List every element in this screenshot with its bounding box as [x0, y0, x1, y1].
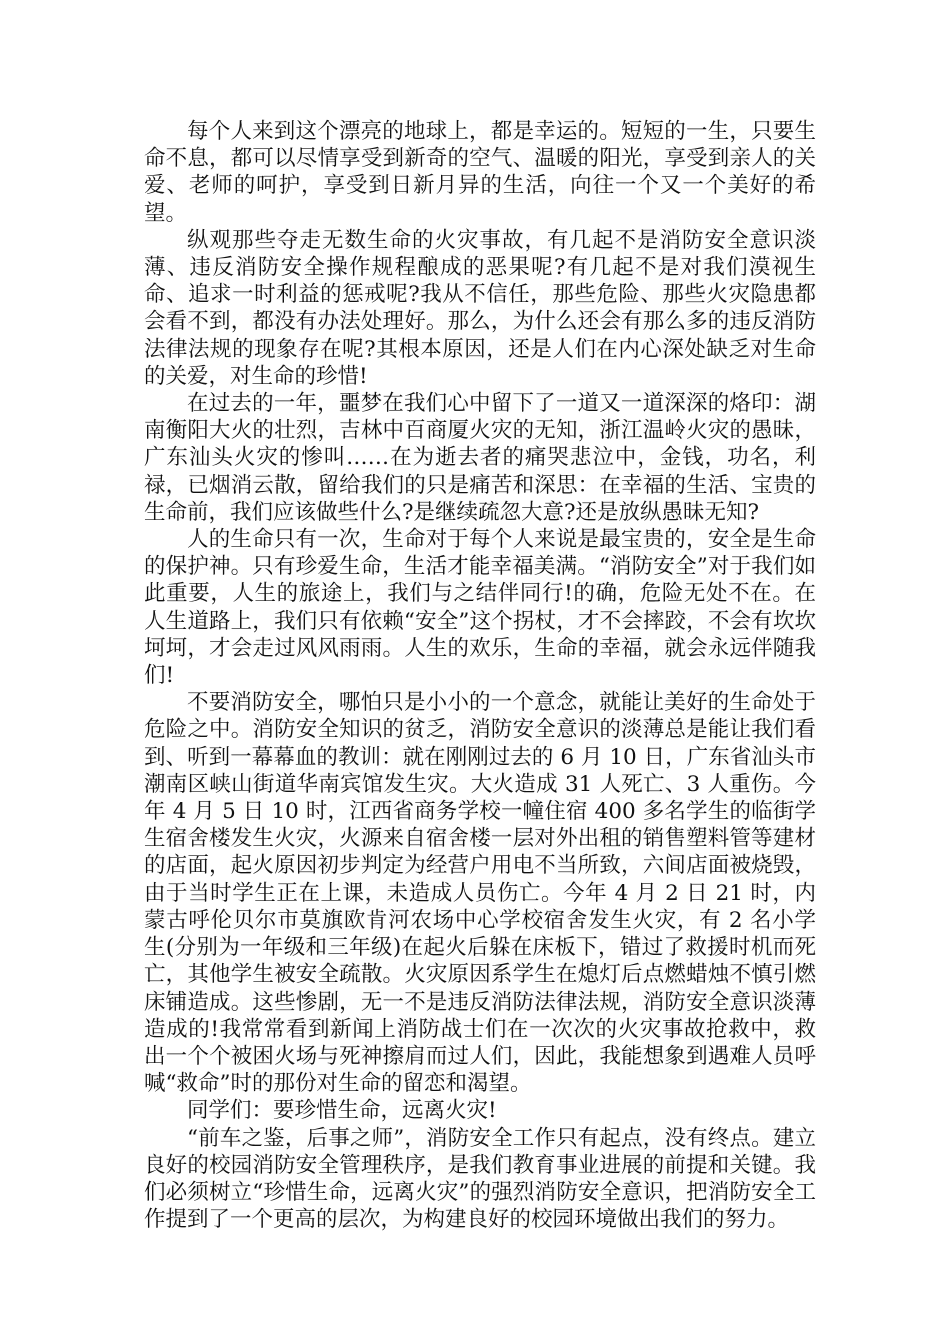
document-body	[144, 118, 816, 1233]
paragraph-3: 在过去的一年，噩梦在我们心中留下了一道又一道深深的烙印：湖南衡阳大火的壮烈，吉林中百商厦火灾的无知，浙江温岭火灾的愚昧，广东汕头火灾的惨叫……在为逝去者的痛哭悲泣中，金钱，功名，利禄，已烟消云散，留给我们的只是痛苦和深思：在幸福的生活、宝贵的生命前，我们应该做些什么?是继续疏忽大意?还是放纵愚昧无知?	[144, 391, 816, 525]
paragraph-2: 纵观那些夺走无数生命的火灾事故，有几起不是消防安全意识淡薄、违反消防安全操作规程酿成的恶果呢?有几起不是对我们漠视生命、追求一时利益的惩戒呢?我从不信任，那些危险、那些火灾隐患都会看不到，都没有办法处理好。那么，为什么还会有那么多的违反消防法律法规的现象存在呢?其根本原因，还是人们在内心深处缺乏对生命的关爱，对生命的珍惜!	[144, 227, 816, 389]
paragraph-7: “前车之鉴，后事之师”，消防安全工作只有起点，没有终点。建立良好的校园消防安全管理秩序，是我们教育事业进展的前提和关键。我们必须树立“珍惜生命，远离火灾”的强烈消防安全意识，把消防安全工作提到了一个更高的层次，为构建良好的校园环境做出我们的努力。	[144, 1125, 816, 1233]
paragraph-4: 人的生命只有一次，生命对于每个人来说是最宝贵的，安全是生命的保护神。只有珍爱生命，生活才能幸福美满。“消防安全”对于我们如此重要，人生的旅途上，我们与之结伴同行!的确，危险无处不在。在人生道路上，我们只有依赖“安全”这个拐杖，才不会摔跤，不会有坎坎坷坷，才会走过风风雨雨。人生的欢乐，生命的幸福，就会永远伴随我们!	[144, 527, 816, 689]
paragraph-5: 不要消防安全，哪怕只是小小的一个意念，就能让美好的生命处于危险之中。消防安全知识的贫乏，消防安全意识的淡薄总是能让我们看到、听到一幕幕血的教训：就在刚刚过去的 6 月 10 日，广东省汕头市潮南区峡山街道华南宾馆发生灾。大火造成 31 人死亡、3 人重伤。今年 4 月 5 日 10 时，江西省商务学校一幢住宿 400 多名学生的临街学生宿舍楼发生火灾，火源来自宿舍楼一层对外出租的销售塑料管等建材的店面，起火原因初步判定为经营户用电不当所致，六间店面被烧毁，由于当时学生正在上课，未造成人员伤亡。今年 4 月 2 日 21 时，内蒙古呼伦贝尔市莫旗欧肯河农场中心学校宿舍发生火灾，有 2 名小学生(分别为一年级和三年级)在起火后躲在床板下，错过了救援时机而死亡，其他学生被安全疏散。火灾原因系学生在熄灯后点燃蜡烛不慎引燃床铺造成。这些惨剧，无一不是违反消防法律法规，消防安全意识淡薄造成的!我常常看到新闻上消防战士们在一次次的火灾事故抢救中，救出一个个被困火场与死神擦肩而过人们，因此，我能想象到遇难人员呼喊“救命”时的那份对生命的留恋和渴望。	[144, 690, 816, 1097]
paragraph-1: 每个人来到这个漂亮的地球上，都是幸运的。短短的一生，只要生命不息，都可以尽情享受到新奇的空气、温暖的阳光，享受到亲人的关爱、老师的呵护，享受到日新月异的生活，向往一个又一个美好的希望。	[144, 119, 816, 226]
paragraph-6: 同学们：要珍惜生命，远离火灾!	[187, 1098, 497, 1124]
